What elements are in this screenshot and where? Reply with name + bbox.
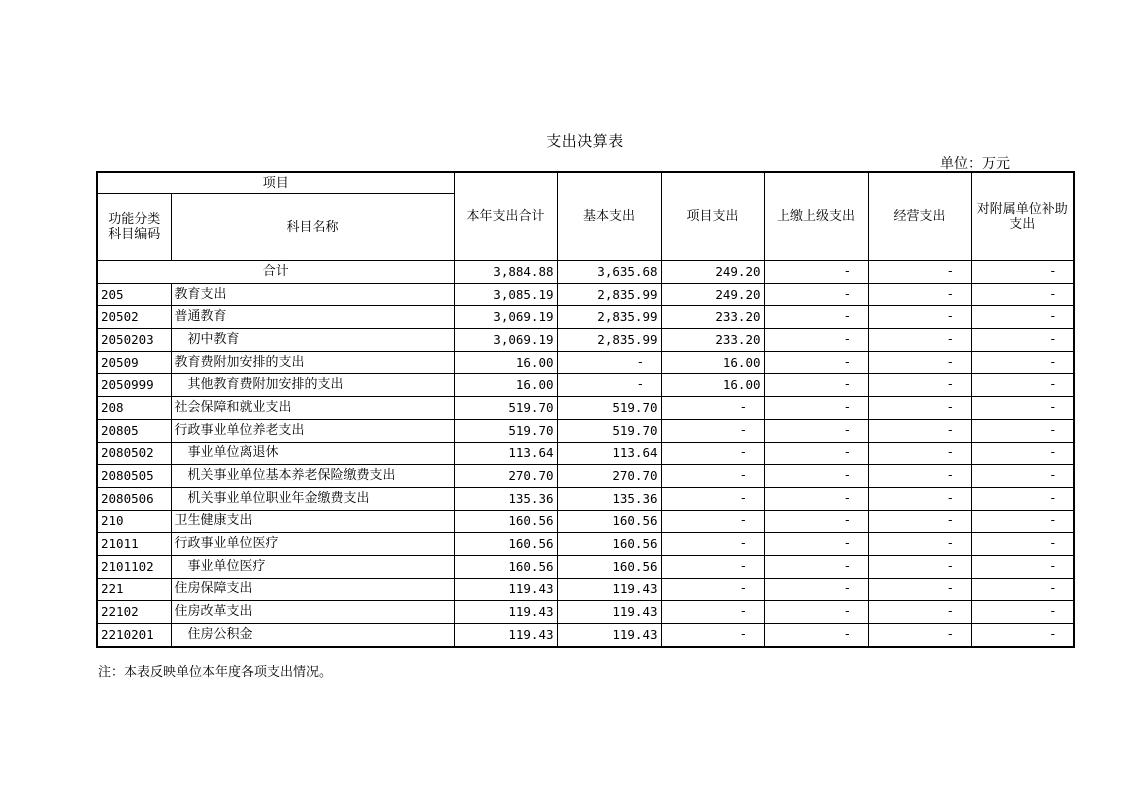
- cell-basic: 2,835.99: [557, 306, 661, 329]
- subject-code: 21011: [97, 533, 171, 556]
- cell-business: -: [868, 442, 971, 465]
- cell-upper: -: [764, 555, 868, 578]
- cell-business: -: [868, 465, 971, 488]
- table-row: [97, 578, 1074, 601]
- cell-total: 135.36: [454, 487, 557, 510]
- cell-project: -: [661, 419, 764, 442]
- cell-upper: -: [764, 442, 868, 465]
- total-basic: 3,635.68: [557, 261, 661, 284]
- cell-business: -: [868, 578, 971, 601]
- cell-total: 3,069.19: [454, 329, 557, 352]
- header-upper: 上缴上级支出: [764, 172, 868, 261]
- cell-business: -: [868, 306, 971, 329]
- cell-project: 233.20: [661, 329, 764, 352]
- total-business: -: [868, 261, 971, 284]
- subject-name: 住房公积金: [171, 624, 454, 647]
- cell-project: -: [661, 601, 764, 624]
- header-project: 项目支出: [661, 172, 764, 261]
- cell-subsidiary: -: [971, 578, 1074, 601]
- subject-name: 行政事业单位养老支出: [171, 419, 454, 442]
- cell-business: -: [868, 487, 971, 510]
- cell-total: 113.64: [454, 442, 557, 465]
- header-row-1: [97, 172, 1074, 194]
- table-row: [97, 397, 1074, 420]
- cell-subsidiary: -: [971, 397, 1074, 420]
- cell-subsidiary: -: [971, 555, 1074, 578]
- cell-business: -: [868, 283, 971, 306]
- cell-business: -: [868, 533, 971, 556]
- subject-code: 2101102: [97, 555, 171, 578]
- cell-total: 119.43: [454, 624, 557, 647]
- header-name: 科目名称: [171, 194, 454, 261]
- table-row: [97, 306, 1074, 329]
- cell-project: -: [661, 533, 764, 556]
- subject-name: 教育支出: [171, 283, 454, 306]
- cell-subsidiary: -: [971, 533, 1074, 556]
- subject-name: 事业单位离退休: [171, 442, 454, 465]
- subject-name: 机关事业单位职业年金缴费支出: [171, 487, 454, 510]
- cell-business: -: [868, 624, 971, 647]
- table-row: [97, 533, 1074, 556]
- table-row: [97, 442, 1074, 465]
- cell-basic: 113.64: [557, 442, 661, 465]
- cell-total: 160.56: [454, 510, 557, 533]
- cell-upper: -: [764, 624, 868, 647]
- cell-total: 119.43: [454, 601, 557, 624]
- cell-project: 16.00: [661, 351, 764, 374]
- cell-total: 119.43: [454, 578, 557, 601]
- table-row: [97, 624, 1074, 647]
- subject-code: 2210201: [97, 624, 171, 647]
- cell-business: -: [868, 555, 971, 578]
- cell-business: -: [868, 374, 971, 397]
- cell-project: 16.00: [661, 374, 764, 397]
- subject-code: 221: [97, 578, 171, 601]
- total-project: 249.20: [661, 261, 764, 284]
- cell-total: 160.56: [454, 533, 557, 556]
- subject-code: 205: [97, 283, 171, 306]
- subject-code: 20805: [97, 419, 171, 442]
- subject-name: 普通教育: [171, 306, 454, 329]
- cell-project: -: [661, 510, 764, 533]
- cell-project: 233.20: [661, 306, 764, 329]
- cell-subsidiary: -: [971, 465, 1074, 488]
- cell-business: -: [868, 397, 971, 420]
- subject-name: 教育费附加安排的支出: [171, 351, 454, 374]
- cell-upper: -: [764, 601, 868, 624]
- total-label: 合计: [97, 261, 454, 284]
- expenditure-table: [96, 171, 1075, 648]
- cell-subsidiary: -: [971, 351, 1074, 374]
- cell-upper: -: [764, 533, 868, 556]
- cell-basic: 160.56: [557, 555, 661, 578]
- cell-total: 3,069.19: [454, 306, 557, 329]
- subject-name: 住房保障支出: [171, 578, 454, 601]
- cell-basic: 119.43: [557, 578, 661, 601]
- subject-code: 2080506: [97, 487, 171, 510]
- report-title: 支出决算表: [546, 132, 624, 150]
- cell-subsidiary: -: [971, 374, 1074, 397]
- cell-total: 3,085.19: [454, 283, 557, 306]
- header-business: 经营支出: [868, 172, 971, 261]
- subject-name: 其他教育费附加安排的支出: [171, 374, 454, 397]
- cell-total: 270.70: [454, 465, 557, 488]
- subject-name: 事业单位医疗: [171, 555, 454, 578]
- cell-upper: -: [764, 374, 868, 397]
- table-row: [97, 374, 1074, 397]
- subject-code: 20502: [97, 306, 171, 329]
- subject-name: 社会保障和就业支出: [171, 397, 454, 420]
- cell-business: -: [868, 329, 971, 352]
- cell-total: 16.00: [454, 351, 557, 374]
- cell-subsidiary: -: [971, 624, 1074, 647]
- cell-project: -: [661, 624, 764, 647]
- cell-upper: -: [764, 578, 868, 601]
- cell-project: 249.20: [661, 283, 764, 306]
- cell-subsidiary: -: [971, 306, 1074, 329]
- cell-basic: 160.56: [557, 510, 661, 533]
- cell-basic: 119.43: [557, 624, 661, 647]
- total-upper: -: [764, 261, 868, 284]
- cell-project: -: [661, 442, 764, 465]
- cell-subsidiary: -: [971, 442, 1074, 465]
- cell-subsidiary: -: [971, 487, 1074, 510]
- cell-project: -: [661, 397, 764, 420]
- subject-code: 2080505: [97, 465, 171, 488]
- subject-code: 22102: [97, 601, 171, 624]
- cell-basic: 270.70: [557, 465, 661, 488]
- subject-code: 2050203: [97, 329, 171, 352]
- table-row: [97, 555, 1074, 578]
- subject-name: 机关事业单位基本养老保险缴费支出: [171, 465, 454, 488]
- cell-upper: -: [764, 510, 868, 533]
- cell-upper: -: [764, 465, 868, 488]
- total-total: 3,884.88: [454, 261, 557, 284]
- cell-upper: -: [764, 487, 868, 510]
- cell-project: -: [661, 555, 764, 578]
- header-subsidiary: 对附属单位补助支出: [971, 172, 1074, 261]
- cell-total: 160.56: [454, 555, 557, 578]
- header-code: 功能分类 科目编码: [97, 194, 171, 261]
- cell-total: 519.70: [454, 397, 557, 420]
- cell-basic: 119.43: [557, 601, 661, 624]
- header-basic: 基本支出: [557, 172, 661, 261]
- cell-basic: -: [557, 351, 661, 374]
- table-body: [97, 172, 1074, 647]
- total-subsidiary: -: [971, 261, 1074, 284]
- total-row: [97, 261, 1074, 284]
- cell-total: 16.00: [454, 374, 557, 397]
- subject-name: 行政事业单位医疗: [171, 533, 454, 556]
- cell-upper: -: [764, 419, 868, 442]
- cell-basic: 160.56: [557, 533, 661, 556]
- cell-business: -: [868, 419, 971, 442]
- cell-subsidiary: -: [971, 601, 1074, 624]
- cell-subsidiary: -: [971, 419, 1074, 442]
- subject-code: 2080502: [97, 442, 171, 465]
- cell-basic: -: [557, 374, 661, 397]
- cell-project: -: [661, 578, 764, 601]
- cell-basic: 519.70: [557, 397, 661, 420]
- cell-basic: 135.36: [557, 487, 661, 510]
- cell-basic: 519.70: [557, 419, 661, 442]
- footnote: 注：本表反映单位本年度各项支出情况。: [98, 665, 333, 680]
- cell-upper: -: [764, 351, 868, 374]
- unit-label: 单位：万元: [940, 156, 1010, 172]
- header-total: 本年支出合计: [454, 172, 557, 261]
- table-row: [97, 601, 1074, 624]
- table-row: [97, 465, 1074, 488]
- subject-name: 住房改革支出: [171, 601, 454, 624]
- table-row: [97, 351, 1074, 374]
- table-row: [97, 510, 1074, 533]
- header-item: 项目: [97, 172, 454, 194]
- cell-upper: -: [764, 329, 868, 352]
- table-row: [97, 419, 1074, 442]
- cell-subsidiary: -: [971, 329, 1074, 352]
- cell-subsidiary: -: [971, 283, 1074, 306]
- cell-basic: 2,835.99: [557, 283, 661, 306]
- cell-subsidiary: -: [971, 510, 1074, 533]
- table-row: [97, 329, 1074, 352]
- cell-upper: -: [764, 283, 868, 306]
- cell-project: -: [661, 487, 764, 510]
- cell-project: -: [661, 465, 764, 488]
- cell-upper: -: [764, 397, 868, 420]
- cell-business: -: [868, 601, 971, 624]
- table-row: [97, 283, 1074, 306]
- cell-total: 519.70: [454, 419, 557, 442]
- cell-business: -: [868, 510, 971, 533]
- subject-code: 20509: [97, 351, 171, 374]
- subject-code: 208: [97, 397, 171, 420]
- subject-code: 2050999: [97, 374, 171, 397]
- subject-code: 210: [97, 510, 171, 533]
- cell-basic: 2,835.99: [557, 329, 661, 352]
- subject-name: 卫生健康支出: [171, 510, 454, 533]
- subject-name: 初中教育: [171, 329, 454, 352]
- cell-business: -: [868, 351, 971, 374]
- cell-upper: -: [764, 306, 868, 329]
- table-row: [97, 487, 1074, 510]
